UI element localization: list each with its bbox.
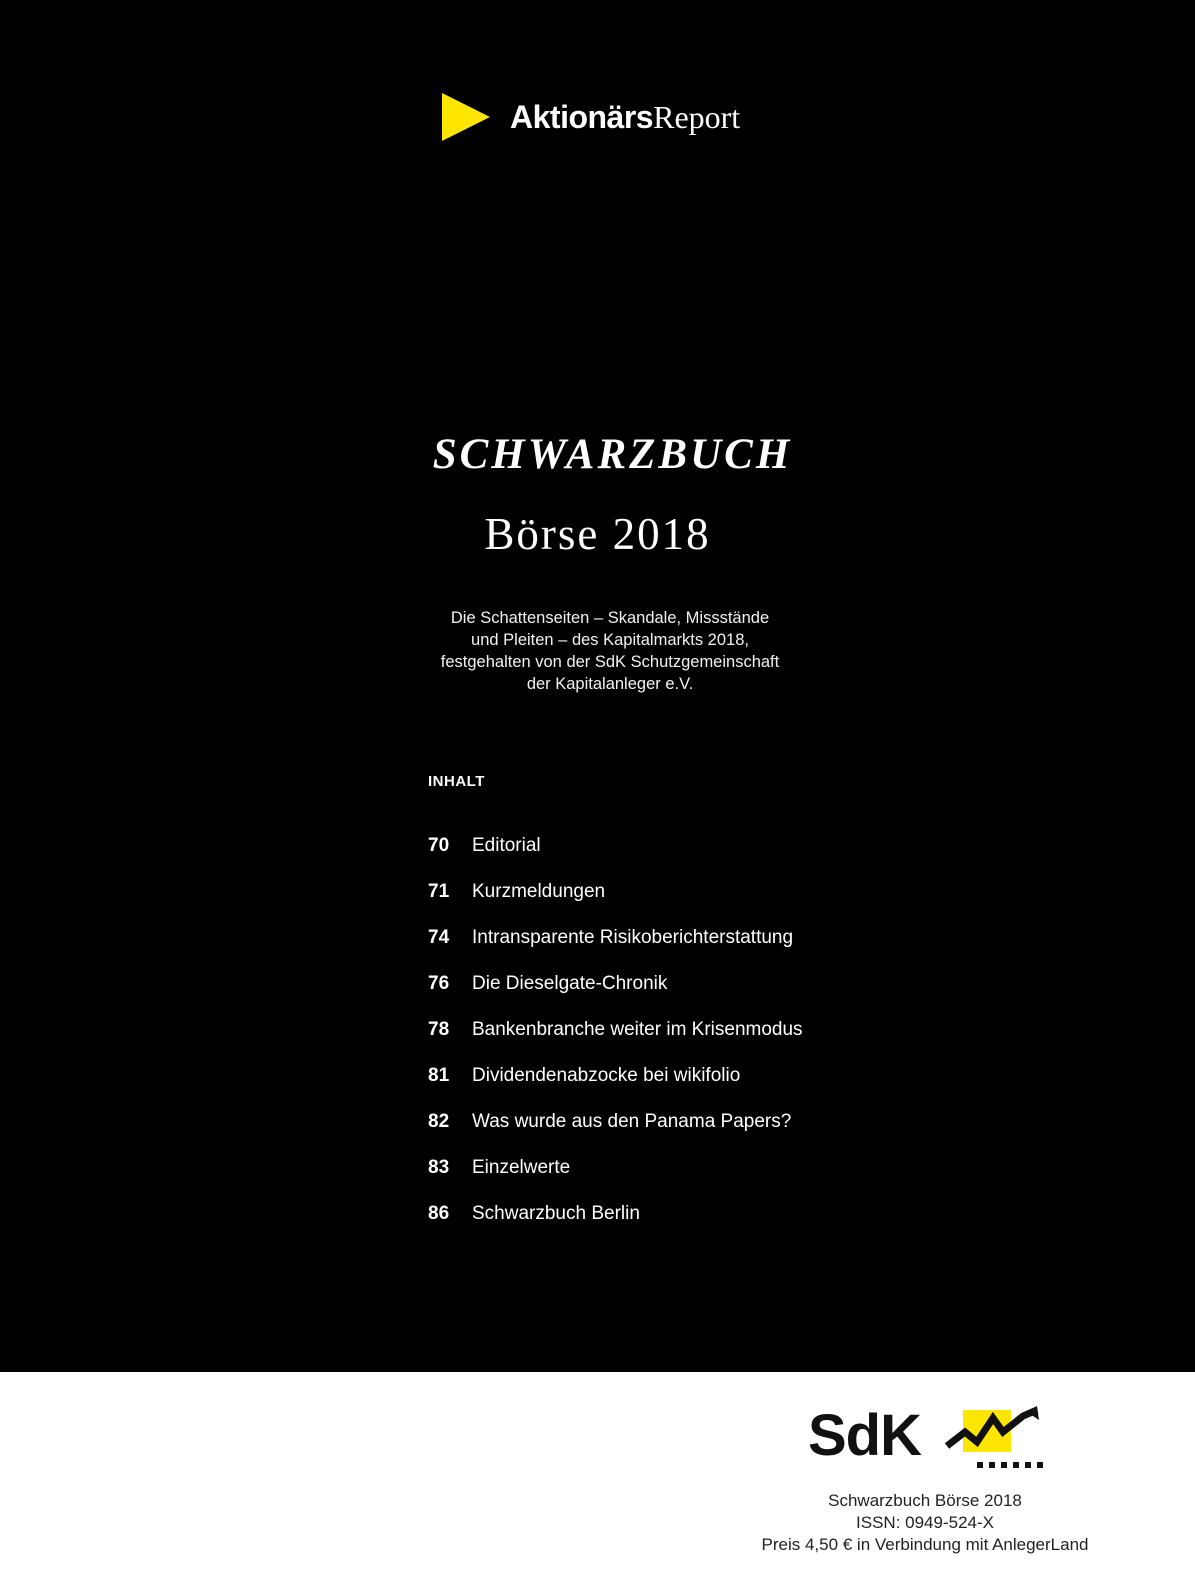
toc-page-number: 78 — [428, 1019, 450, 1040]
toc-heading: INHALT — [428, 773, 485, 790]
toc-title: Intransparente Risikoberichterstattung — [472, 927, 794, 948]
toc-title: Bankenbranche weiter im Krisenmodus — [472, 1019, 803, 1040]
chart-trend-icon — [943, 1406, 1043, 1472]
toc-item[interactable] — [428, 1111, 803, 1157]
toc-item[interactable] — [428, 835, 803, 881]
toc-item[interactable] — [428, 1019, 803, 1065]
toc-item[interactable] — [428, 973, 803, 1019]
toc-item[interactable] — [428, 1157, 803, 1203]
toc-title: Editorial — [472, 835, 541, 856]
toc-title: Schwarzbuch Berlin — [472, 1203, 640, 1224]
publication-title: Schwarzbuch Börse 2018 — [828, 1491, 1022, 1510]
toc-page-number: 82 — [428, 1111, 450, 1132]
toc-title: Die Dieselgate-Chronik — [472, 973, 668, 994]
play-triangle-icon — [442, 93, 490, 141]
logo-wordmark-bold: Aktionärs — [510, 99, 654, 135]
toc-item[interactable] — [428, 1203, 803, 1249]
description-line: Die Schattenseiten – Skandale, Missstände — [450, 609, 770, 627]
toc-page-number: 86 — [428, 1203, 450, 1224]
publication-info — [730, 1490, 1120, 1556]
logo-wordmark — [510, 101, 740, 133]
toc-title: Was wurde aus den Panama Papers? — [472, 1111, 792, 1132]
toc-item[interactable] — [428, 881, 803, 927]
price-note: Preis 4,50 € in Verbindung mit AnlegerLand — [761, 1535, 1089, 1554]
sdk-wordmark: SdK — [808, 1403, 921, 1468]
toc-page-number: 76 — [428, 973, 450, 994]
issn: ISSN: 0949-524-X — [856, 1513, 994, 1532]
toc-item[interactable] — [428, 927, 803, 973]
table-of-contents — [428, 835, 803, 1249]
toc-title: Kurzmeldungen — [472, 881, 606, 902]
toc-item[interactable] — [428, 1065, 803, 1111]
toc-title: Einzelwerte — [472, 1157, 571, 1178]
cover-subtitle: Börse 2018 — [484, 509, 711, 559]
description-line: der Kapitalanleger e.V. — [526, 675, 694, 693]
cover-description — [390, 607, 830, 695]
sdk-logo — [808, 1403, 1043, 1472]
description-line: festgehalten von der SdK Schutzgemeinschaft — [440, 653, 780, 671]
aktionaersreport-logo — [442, 92, 740, 142]
cover-title: SCHWARZBUCH — [432, 431, 793, 478]
toc-title: Dividendenabzocke bei wikifolio — [472, 1065, 741, 1086]
toc-page-number: 74 — [428, 927, 450, 948]
toc-page-number: 70 — [428, 835, 450, 856]
description-line: und Pleiten – des Kapitalmarkts 2018, — [471, 631, 749, 649]
toc-page-number: 71 — [428, 881, 450, 902]
toc-page-number: 81 — [428, 1065, 450, 1086]
toc-page-number: 83 — [428, 1157, 450, 1178]
logo-wordmark-regular: Report — [653, 99, 741, 135]
